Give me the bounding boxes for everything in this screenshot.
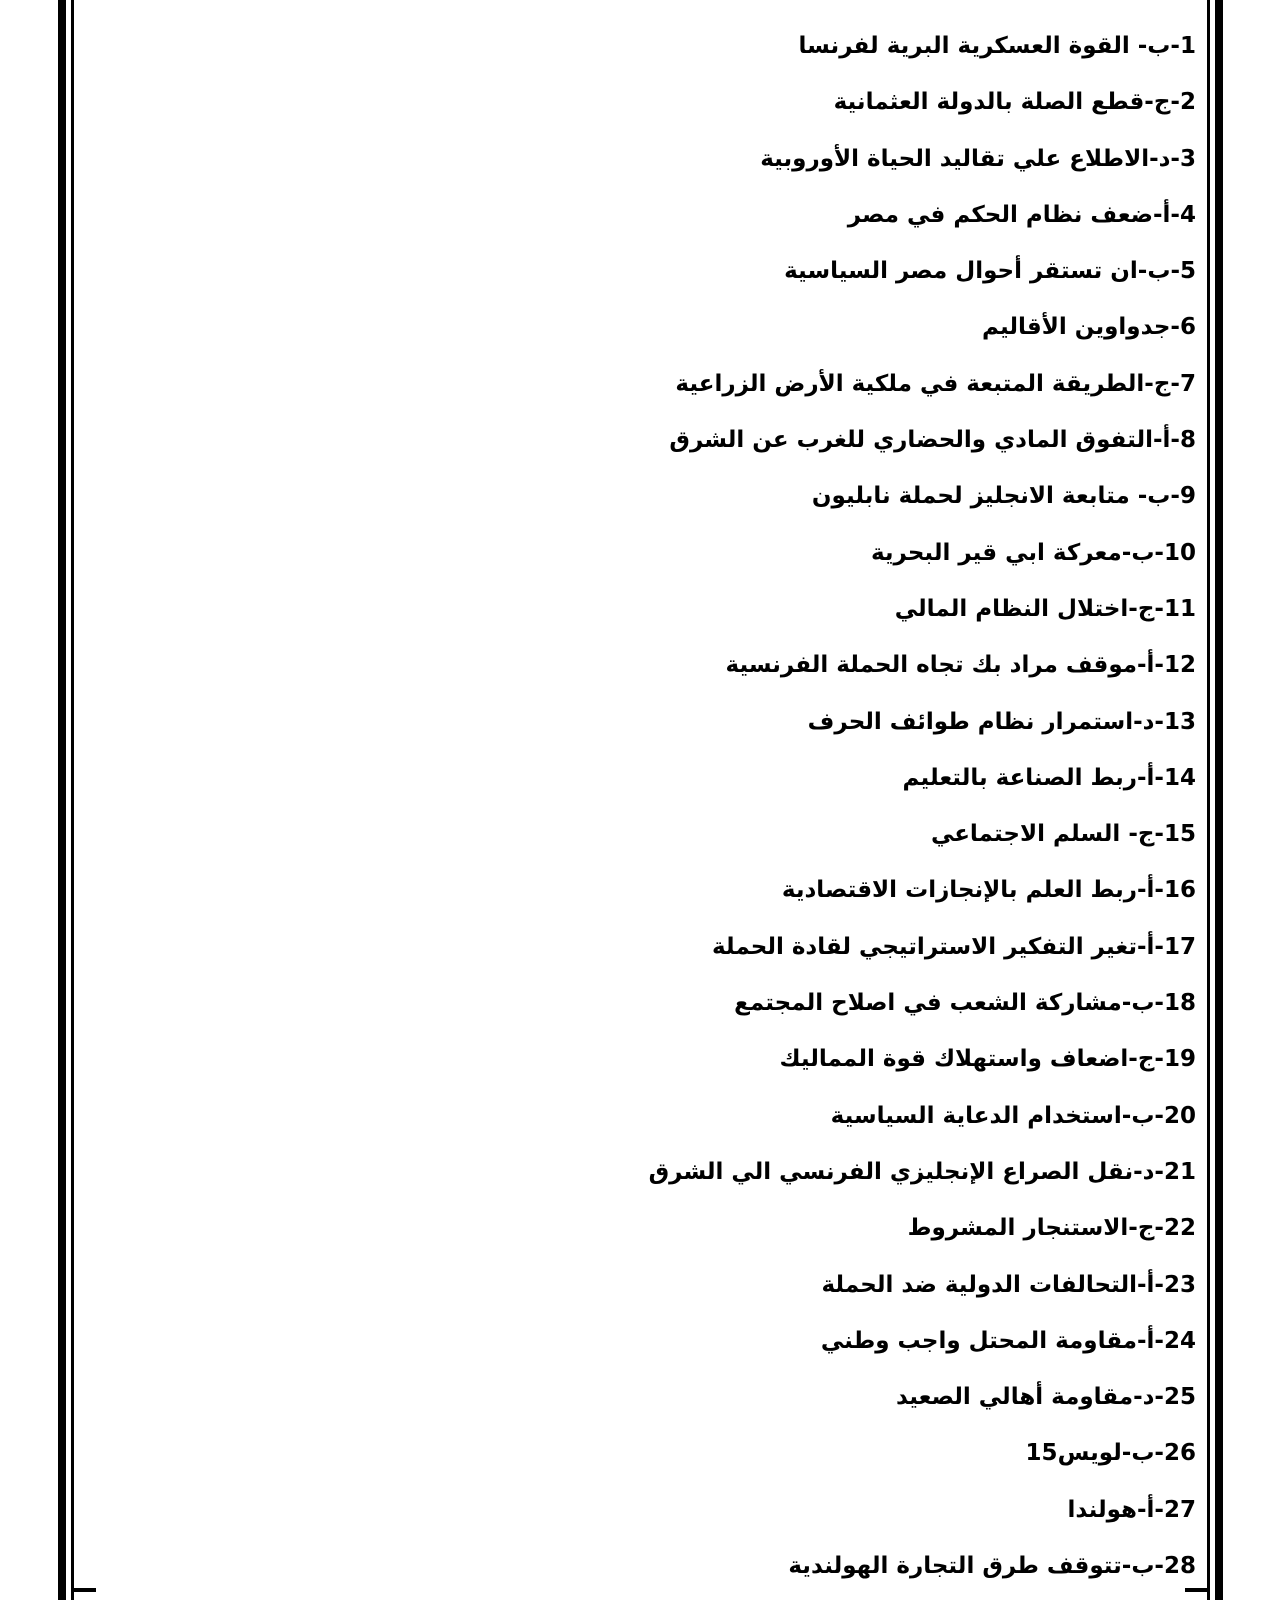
answer-item: 5-ب-ان تستقر أحوال مصر السياسية — [784, 258, 1196, 285]
answer-item: 27-أ-هولندا — [1067, 1496, 1196, 1523]
answer-item: 13-د-استمرار نظام طوائف الحرف — [807, 708, 1196, 735]
answer-item: 9-ب- متابعة الانجليز لحملة نابليون — [811, 483, 1196, 510]
answer-item: 10-ب-معركة ابي قير البحرية — [870, 539, 1196, 566]
answer-item: 8-أ-التفوق المادي والحضاري للغرب عن الشرق — [669, 427, 1196, 454]
answer-item: 20-ب-استخدام الدعاية السياسية — [830, 1102, 1196, 1129]
answer-item: 14-أ-ربط الصناعة بالتعليم — [902, 764, 1196, 791]
answer-key-list — [196, 18, 1196, 1594]
page-corner-bottom-left — [74, 1588, 96, 1592]
answer-item: 12-أ-موقف مراد بك تجاه الحملة الفرنسية — [725, 652, 1196, 679]
answer-item: 18-ب-مشاركة الشعب في اصلاح المجتمع — [734, 990, 1196, 1017]
answer-item: 22-ج-الاستنجار المشروط — [907, 1215, 1196, 1242]
answer-item: 4-أ-ضعف نظام الحكم في مصر — [847, 201, 1196, 228]
answer-item: 21-د-نقل الصراع الإنجليزي الفرنسي الي الشرق — [648, 1158, 1196, 1185]
answer-item: 25-د-مقاومة أهالي الصعيد — [895, 1384, 1196, 1411]
answer-item: 6-جدواوين الأقاليم — [981, 314, 1196, 341]
answer-item: 28-ب-تتوقف طرق التجارة الهولندية — [788, 1553, 1196, 1580]
answer-item: 17-أ-تغير التفكير الاستراتيجي لقادة الحملة — [711, 933, 1196, 960]
answer-item: 19-ج-اضعاف واستهلاك قوة المماليك — [779, 1046, 1196, 1073]
page-border-left-outer — [58, 0, 66, 1600]
answer-item: 11-ج-اختلال النظام المالي — [894, 595, 1196, 622]
page-border-left-inner — [71, 0, 74, 1600]
page-border-right-inner — [1207, 0, 1210, 1600]
answer-item: 16-أ-ربط العلم بالإنجازات الاقتصادية — [781, 877, 1196, 904]
answer-item: 23-أ-التحالفات الدولية ضد الحملة — [821, 1271, 1196, 1298]
page-border-right-outer — [1215, 0, 1223, 1600]
answer-item: 1-ب- القوة العسكرية البرية لفرنسا — [798, 33, 1196, 59]
answer-item: 24-أ-مقاومة المحتل واجب وطني — [820, 1327, 1196, 1354]
answer-item: 7-ج-الطريقة المتبعة في ملكية الأرض الزراعية — [675, 370, 1196, 397]
answer-item: 15-ج- السلم الاجتماعي — [930, 821, 1196, 848]
answer-item: 2-ج-قطع الصلة بالدولة العثمانية — [833, 89, 1196, 116]
answer-item: 3-د-الاطلاع علي تقاليد الحياة الأوروبية — [760, 145, 1196, 172]
answer-item: 26-ب-لويس15 — [1025, 1440, 1196, 1467]
